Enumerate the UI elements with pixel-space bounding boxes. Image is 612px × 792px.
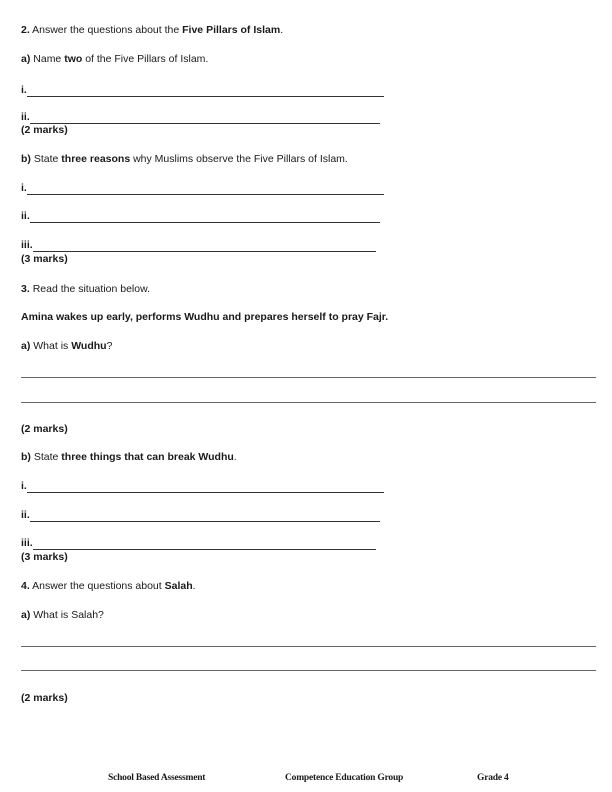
line-numeral: iii. <box>21 537 33 549</box>
q2a-bold: two <box>64 53 83 65</box>
q2a-question <box>21 53 208 66</box>
q3-situation: Amina wakes up early, performs Wudhu and prepares herself to pray Fajr. <box>21 311 389 323</box>
q2a-pre: Name <box>33 53 62 65</box>
q3a-marks: (2 marks) <box>21 423 68 435</box>
q4a-question <box>21 609 104 622</box>
q2-period: . <box>280 24 284 36</box>
q4a-answer-line-1[interactable] <box>21 646 596 647</box>
line-numeral: iii. <box>21 239 33 251</box>
footer-assessment: School Based Assessment <box>108 773 206 783</box>
q3a-pre: What is <box>33 340 69 352</box>
q4-period: . <box>192 580 196 592</box>
q4a-label: a) <box>21 609 31 621</box>
q4-heading <box>21 580 196 593</box>
q2b-answer-line-1[interactable] <box>21 182 384 195</box>
answer-rule <box>30 510 380 522</box>
q4-number: 4. <box>21 580 30 592</box>
answer-rule <box>30 211 380 223</box>
q2b-label: b) <box>21 153 31 165</box>
q2-text: Answer the questions about the <box>32 24 180 36</box>
footer-publisher: Competence Education Group <box>285 773 404 783</box>
answer-rule <box>27 481 384 493</box>
q2b-answer-line-2[interactable] <box>21 210 380 223</box>
q2b-question <box>21 153 348 166</box>
line-numeral: ii. <box>21 210 30 222</box>
q4a-text: What is Salah? <box>33 609 104 621</box>
line-numeral: ii. <box>21 509 30 521</box>
q2a-label: a) <box>21 53 31 65</box>
q3a-answer-line-2[interactable] <box>21 402 596 403</box>
q2b-answer-line-3[interactable] <box>21 239 376 252</box>
q4-topic: Salah <box>164 580 193 592</box>
q2b-bold: three reasons <box>61 153 131 165</box>
answer-rule <box>33 538 376 550</box>
q2-heading <box>21 24 283 37</box>
q2b-pre: State <box>33 153 59 165</box>
q3b-bold: three things that can break Wudhu <box>61 451 234 463</box>
answer-rule <box>33 240 376 252</box>
answer-rule <box>30 112 380 124</box>
q2a-marks: (2 marks) <box>21 124 68 136</box>
line-numeral: i. <box>21 182 27 194</box>
footer-grade: Grade 4 <box>477 773 509 783</box>
q3b-question <box>21 451 237 464</box>
line-numeral: ii. <box>21 111 30 123</box>
q3a-answer-line-1[interactable] <box>21 377 596 378</box>
q2a-answer-line-2[interactable] <box>21 111 380 124</box>
q3-number: 3. <box>21 283 30 295</box>
q3-text: Read the situation below. <box>32 283 151 295</box>
q4a-marks: (2 marks) <box>21 692 68 704</box>
q3a-bold: Wudhu <box>71 340 107 352</box>
q2-number: 2. <box>21 24 30 36</box>
q3b-post: . <box>233 451 237 463</box>
line-numeral: i. <box>21 84 27 96</box>
q3b-marks: (3 marks) <box>21 551 68 563</box>
q3a-post: ? <box>106 340 113 352</box>
q4a-answer-line-2[interactable] <box>21 670 596 671</box>
answer-rule <box>27 183 384 195</box>
q3a-label: a) <box>21 340 31 352</box>
q4-text: Answer the questions about <box>32 580 162 592</box>
q2-topic: Five Pillars of Islam <box>182 24 281 36</box>
q3b-answer-line-3[interactable] <box>21 537 376 550</box>
line-numeral: i. <box>21 480 27 492</box>
q3a-question <box>21 340 112 353</box>
q3b-answer-line-2[interactable] <box>21 509 380 522</box>
q3b-label: b) <box>21 451 31 463</box>
q2b-marks: (3 marks) <box>21 253 68 265</box>
q2a-post: of the Five Pillars of Islam. <box>85 53 209 65</box>
answer-rule <box>27 85 384 97</box>
q3-heading <box>21 283 150 296</box>
q2b-post: why Muslims observe the Five Pillars of Islam. <box>133 153 348 165</box>
q3b-pre: State <box>33 451 59 463</box>
q2a-answer-line-1[interactable] <box>21 84 384 97</box>
q3b-answer-line-1[interactable] <box>21 480 384 493</box>
